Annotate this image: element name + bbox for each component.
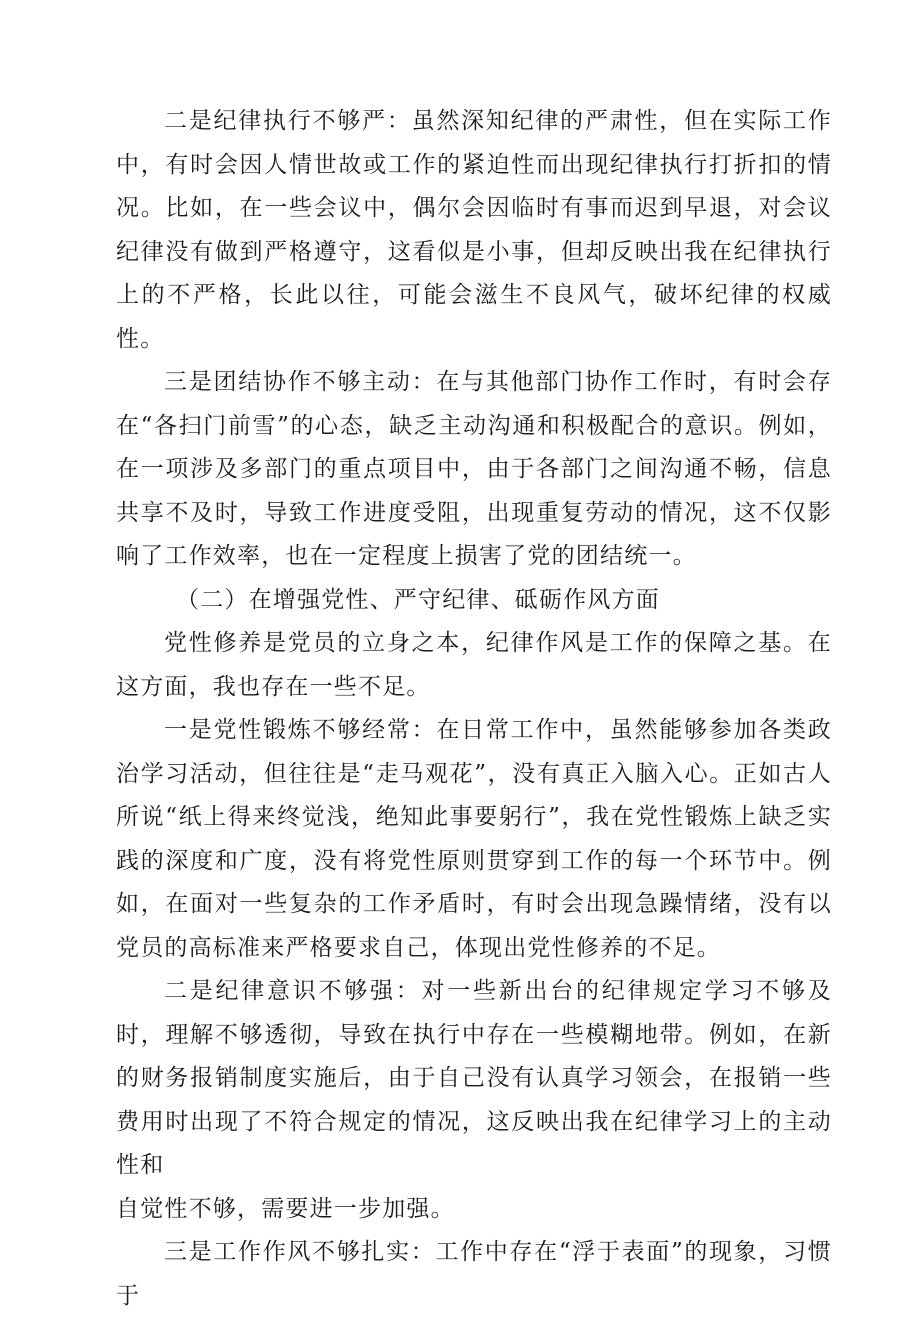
document-body	[116, 100, 832, 1318]
paragraph-continuation: 自觉性不够，需要进一步加强。	[116, 1195, 455, 1222]
paragraph-party-spirit-intro: 党性修养是党员的立身之本，纪律作风是工作的保障之基。在这方面，我也存在一些不足。	[116, 630, 832, 700]
section-heading: （二）在增强党性、严守纪律、砥砺作风方面	[176, 586, 660, 613]
paragraph-discipline-enforcement: 二是纪律执行不够严：虽然深知纪律的严肃性，但在实际工作中，有时会因人情世故或工作的紧迫性而出现纪律执行打折扣的情况。比如，在一些会议中，偶尔会因临时有事而迟到早退，对会议纪律没有做到严格遵守，这看似是小事，但却反映出我在纪律执行上的不严格，长此以往，可能会滋生不良风气，破坏纪律的权威性。	[116, 108, 832, 352]
paragraph-teamwork: 三是团结协作不够主动：在与其他部门协作工作时，有时会存在“各扫门前雪”的心态，缺乏主动沟通和积极配合的意识。例如，在一项涉及多部门的重点项目中，由于各部门之间沟通不畅，信息共享不及时，导致工作进度受阻，出现重复劳动的情况，这不仅影响了工作效率，也在一定程度上损害了党的团结统一。	[116, 369, 832, 569]
paragraph-discipline-awareness: 二是纪律意识不够强：对一些新出台的纪律规定学习不够及时，理解不够透彻，导致在执行中存在一些模糊地带。例如，在新的财务报销制度实施后，由于自己没有认真学习领会，在报销一些费用时出现了不符合规定的情况，这反映出我在纪律学习上的主动性和	[116, 978, 832, 1178]
paragraph-party-training: 一是党性锻炼不够经常：在日常工作中，虽然能够参加各类政治学习活动，但往往是“走马观花”，没有真正入脑入心。正如古人所说“纸上得来终觉浅，绝知此事要躬行”，我在党性锻炼上缺乏实践的深度和广度，没有将党性原则贯穿到工作的每一个环节中。例如，在面对一些复杂的工作矛盾时，有时会出现急躁情绪，没有以党员的高标准来严格要求自己，体现出党性修养的不足。	[116, 717, 832, 961]
paragraph-work-style: 三是工作作风不够扎实：工作中存在“浮于表面”的现象，习惯于	[116, 1239, 832, 1309]
